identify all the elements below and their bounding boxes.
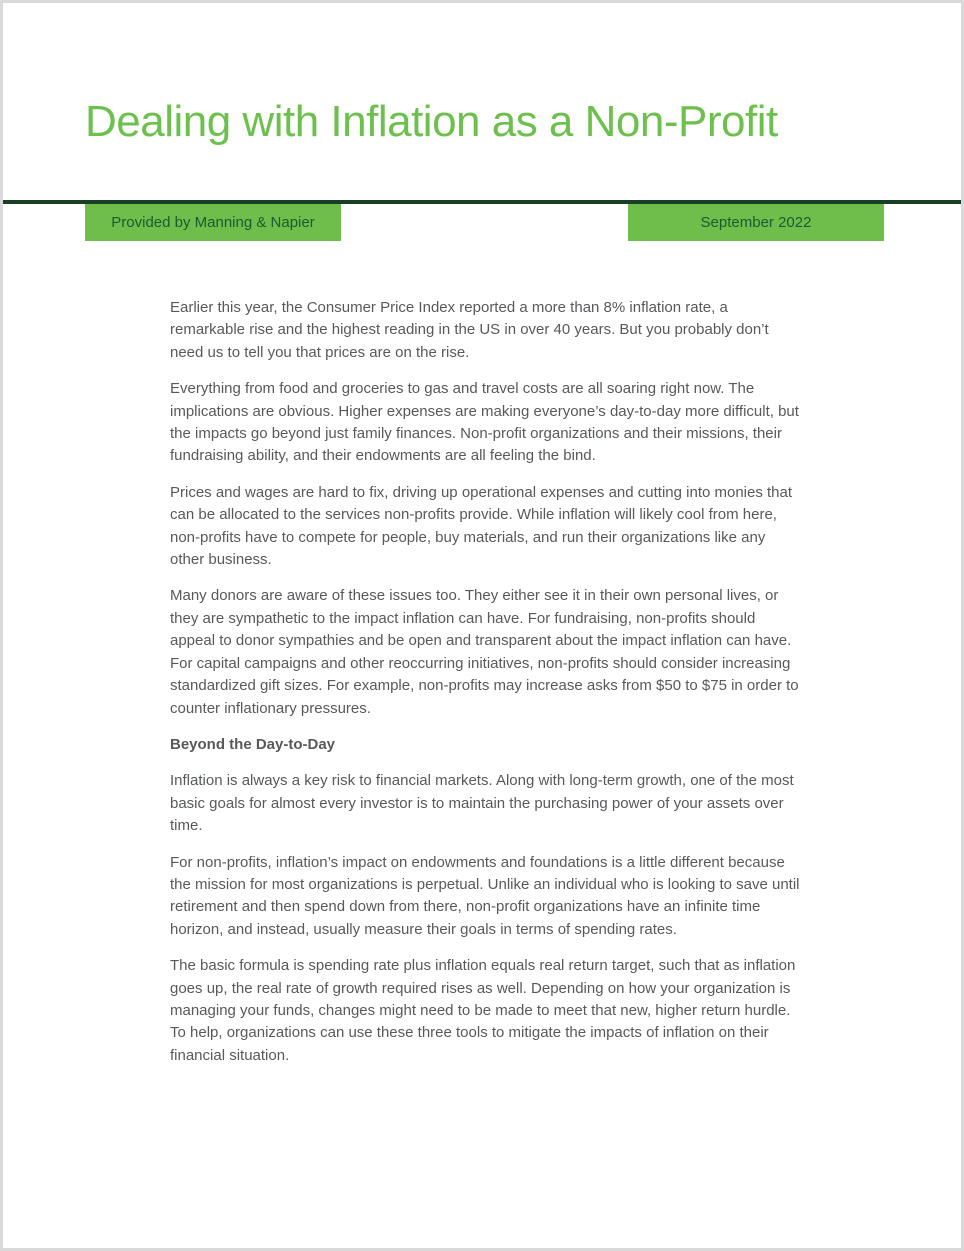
- paragraph-2: Everything from food and groceries to gas and travel costs are all soaring right now. The implications are obvious. Higher expenses are making everyone’s day-to-day more difficult, but the impacts go beyond just family finances. Non-profit organizations and their missions, their fundraising ability, and their endowments are all feeling the bind.: [170, 380, 799, 465]
- provider-banner: [85, 204, 341, 241]
- page-title: Dealing with Inflation as a Non-Profit: [85, 97, 778, 146]
- provider-banner-label: Provided by Manning & Napier: [111, 214, 315, 231]
- date-banner: [628, 204, 884, 241]
- paragraph-4: Many donors are aware of these issues too. They either see it in their own personal lives, or they are sympathetic to the impact inflation can have. For fundraising, non-profits should appeal to donor sympathies and be open and transparent about the impact inflation can have. For capital campaigns and other reoccurring initiatives, non-profits should consider increasing standardized gift sizes. For example, non-profits may increase asks from $50 to $75 in order to counter inflationary pressures.: [170, 587, 799, 717]
- paragraph-5: Inflation is always a key risk to financial markets. Along with long-term growth, one of the most basic goals for almost every investor is to maintain the purchasing power of your assets over time.: [170, 772, 794, 835]
- paragraph-6: For non-profits, inflation’s impact on endowments and foundations is a little different because the mission for most organizations is perpetual. Unlike an individual who is looking to save until retirement and then spend down from there, non-profit organizations have an infinite time horizon, and instead, usually measure their goals in terms of spending rates.: [170, 853, 800, 938]
- paragraph-7: The basic formula is spending rate plus inflation equals real return target, such that as inflation goes up, the real rate of growth required rises as well. Depending on how your organization is managing your funds, changes might need to be made to meet that new, higher return hurdle. To help, organizations can use these three tools to mitigate the impacts of inflation on their financial situation.: [170, 957, 796, 1064]
- article-body: [170, 297, 802, 1081]
- paragraph-1: Earlier this year, the Consumer Price Index reported a more than 8% inflation rate, a remarkable rise and the highest reading in the US in over 40 years. But you probably don’t need us to tell you that prices are on the rise.: [170, 299, 769, 361]
- date-banner-label: September 2022: [700, 214, 812, 231]
- paragraph-3: Prices and wages are hard to fix, driving up operational expenses and cutting into monies that can be allocated to the services non-profits provide. While inflation will likely cool from here, non-profits have to compete for people, buy materials, and run their organizations like any other business.: [170, 483, 793, 569]
- section-heading: Beyond the Day-to-Day: [170, 735, 336, 753]
